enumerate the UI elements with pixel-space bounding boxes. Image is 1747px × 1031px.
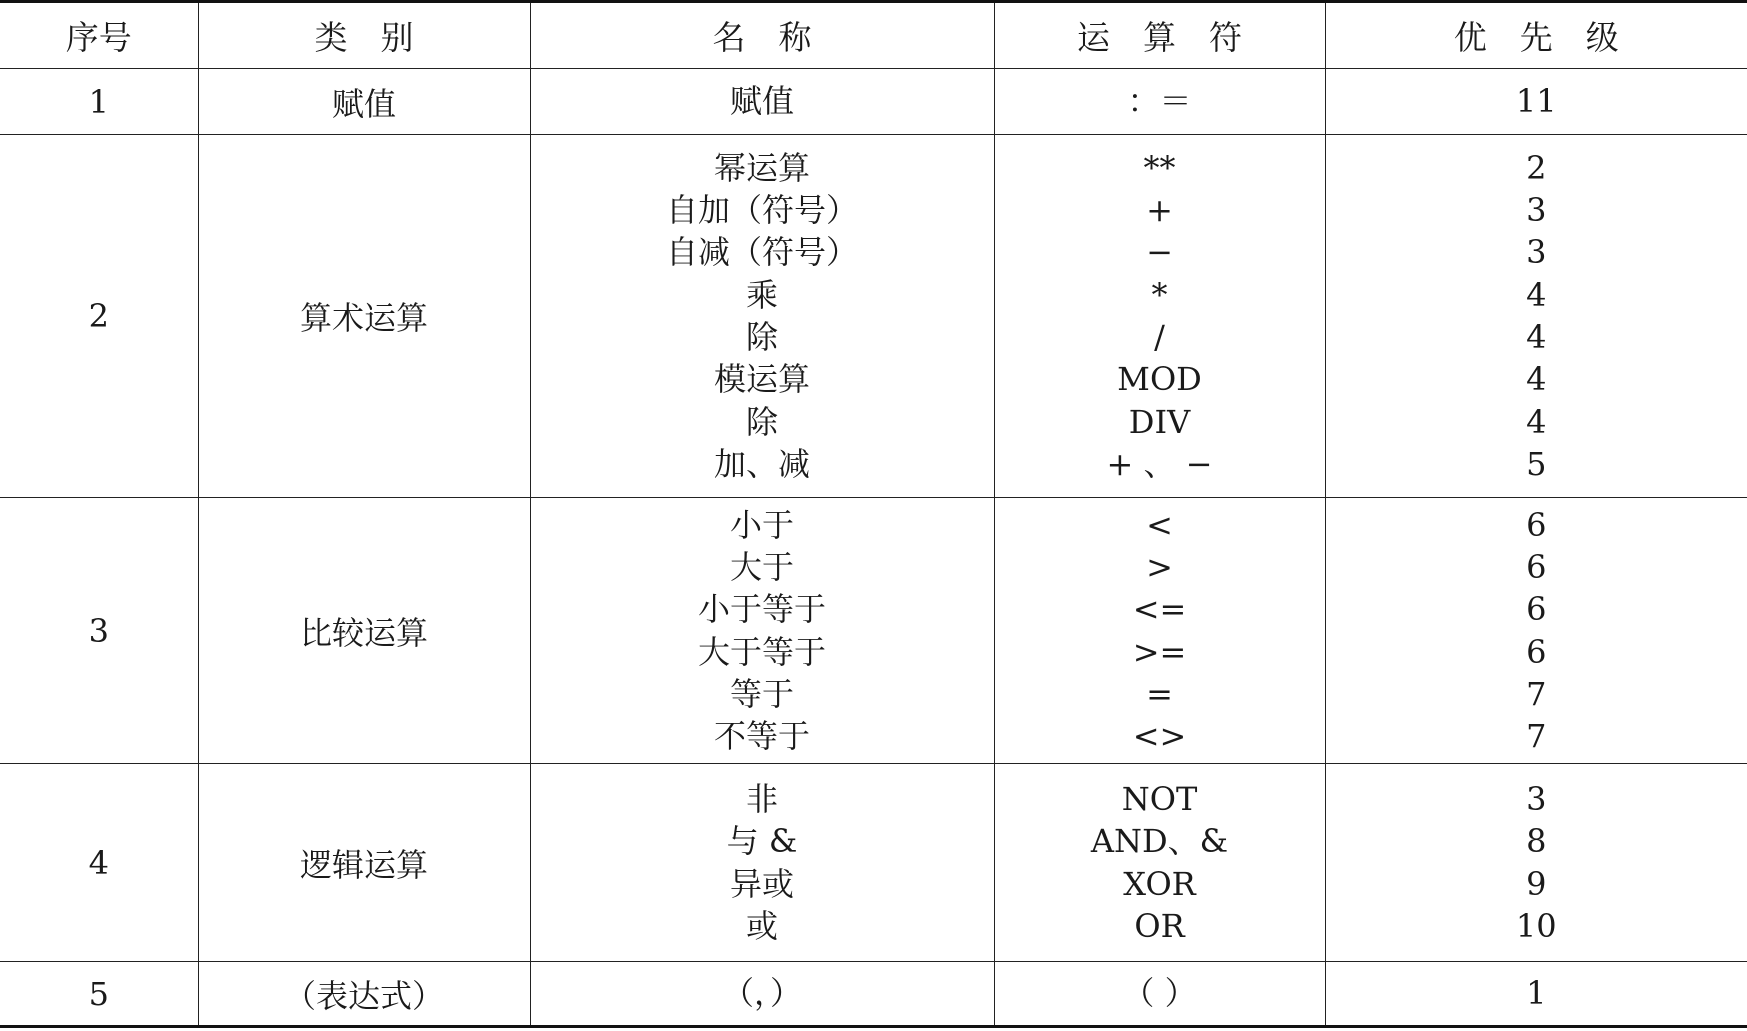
cell-operator: MOD bbox=[1117, 360, 1202, 399]
cell-name: 自加（符号） bbox=[665, 191, 858, 230]
cell-priority: 3 bbox=[1526, 191, 1547, 230]
header-seq: 序号 bbox=[0, 2, 198, 69]
cell-operator: / bbox=[1154, 318, 1165, 356]
table-row bbox=[0, 764, 1747, 962]
table-row bbox=[0, 69, 1747, 135]
cell-operator: + 、 − bbox=[1106, 444, 1213, 483]
cell-priority: 7 bbox=[1526, 717, 1547, 756]
cell-operator: > bbox=[1146, 547, 1173, 586]
cell-operator: ** bbox=[1143, 148, 1176, 187]
cell-priority: 7 bbox=[1526, 674, 1547, 713]
cell-name: 幂运算 bbox=[713, 148, 810, 187]
cell-operator: （ ） bbox=[1122, 974, 1197, 1013]
cell-category: 算术运算 bbox=[198, 135, 530, 498]
cell-priority: 5 bbox=[1526, 444, 1547, 483]
cell-operator: = bbox=[1146, 674, 1173, 713]
cell-category: 比较运算 bbox=[198, 498, 530, 764]
header-row bbox=[0, 2, 1747, 69]
cell-seq: 2 bbox=[0, 135, 198, 498]
cell-name: 小于等于 bbox=[697, 590, 826, 629]
cell-name: 与 & bbox=[726, 822, 798, 861]
header-name: 名 称 bbox=[530, 2, 994, 69]
table-row bbox=[0, 135, 1747, 498]
cell-priority: 9 bbox=[1526, 864, 1547, 903]
cell-name: 小于 bbox=[729, 505, 794, 544]
cell-category: （表达式） bbox=[198, 962, 530, 1027]
cell-priority: 3 bbox=[1526, 233, 1547, 272]
cell-category: 逻辑运算 bbox=[198, 764, 530, 962]
cell-name: 自减（符号） bbox=[665, 233, 858, 272]
cell-name: 除 bbox=[745, 318, 778, 356]
cell-name: 不等于 bbox=[713, 717, 810, 756]
cell-priority: 6 bbox=[1526, 632, 1547, 671]
cell-operator: XOR bbox=[1123, 864, 1196, 903]
cell-priority: 8 bbox=[1526, 822, 1547, 861]
cell-name: （，） bbox=[721, 974, 802, 1013]
cell-name: 除 bbox=[745, 402, 778, 441]
cell-priority: 4 bbox=[1526, 275, 1547, 314]
cell-seq: 4 bbox=[0, 764, 198, 962]
cell-operator: AND、& bbox=[1090, 822, 1229, 861]
cell-name: 加、减 bbox=[713, 444, 810, 483]
cell-operator: DIV bbox=[1128, 402, 1191, 441]
header-category: 类 别 bbox=[198, 2, 530, 69]
cell-operator: < bbox=[1146, 505, 1173, 544]
cell-name: 非 bbox=[745, 779, 778, 818]
cell-category: 赋值 bbox=[198, 69, 530, 135]
cell-name: 模运算 bbox=[713, 360, 810, 399]
cell-priority: 4 bbox=[1526, 402, 1547, 441]
cell-operator: OR bbox=[1134, 906, 1185, 945]
cell-seq: 5 bbox=[0, 962, 198, 1027]
cell-name: 或 bbox=[745, 906, 778, 945]
cell-seq: 1 bbox=[0, 69, 198, 135]
cell-name: 大于 bbox=[729, 547, 794, 586]
cell-priority: 6 bbox=[1526, 590, 1547, 629]
header-operator: 运 算 符 bbox=[994, 2, 1325, 69]
cell-name: 赋值 bbox=[729, 82, 794, 121]
cell-priority: 4 bbox=[1526, 318, 1547, 356]
cell-name: 大于等于 bbox=[697, 632, 826, 671]
cell-priority: 1 bbox=[1526, 974, 1547, 1013]
cell-operator: NOT bbox=[1121, 779, 1198, 818]
cell-name: 等于 bbox=[729, 674, 794, 713]
header-priority: 优 先 级 bbox=[1325, 2, 1747, 69]
cell-priority: 3 bbox=[1526, 779, 1547, 818]
table-row bbox=[0, 498, 1747, 764]
cell-priority: 11 bbox=[1515, 82, 1557, 121]
cell-name: 异或 bbox=[729, 864, 794, 903]
cell-operator: <= bbox=[1132, 590, 1187, 629]
cell-priority: 6 bbox=[1526, 547, 1547, 586]
table-row bbox=[0, 962, 1747, 1027]
cell-operator: ：＝ bbox=[1127, 82, 1192, 121]
cell-priority: 10 bbox=[1515, 906, 1557, 945]
cell-name: 乘 bbox=[745, 275, 778, 314]
cell-priority: 6 bbox=[1526, 505, 1547, 544]
cell-seq: 3 bbox=[0, 498, 198, 764]
cell-operator: <> bbox=[1132, 717, 1187, 756]
cell-priority: 2 bbox=[1526, 148, 1547, 187]
cell-operator: >= bbox=[1132, 632, 1187, 671]
cell-priority: 4 bbox=[1526, 360, 1547, 399]
cell-operator: + bbox=[1146, 191, 1173, 230]
cell-operator: − bbox=[1146, 233, 1173, 272]
cell-operator: * bbox=[1151, 275, 1168, 314]
